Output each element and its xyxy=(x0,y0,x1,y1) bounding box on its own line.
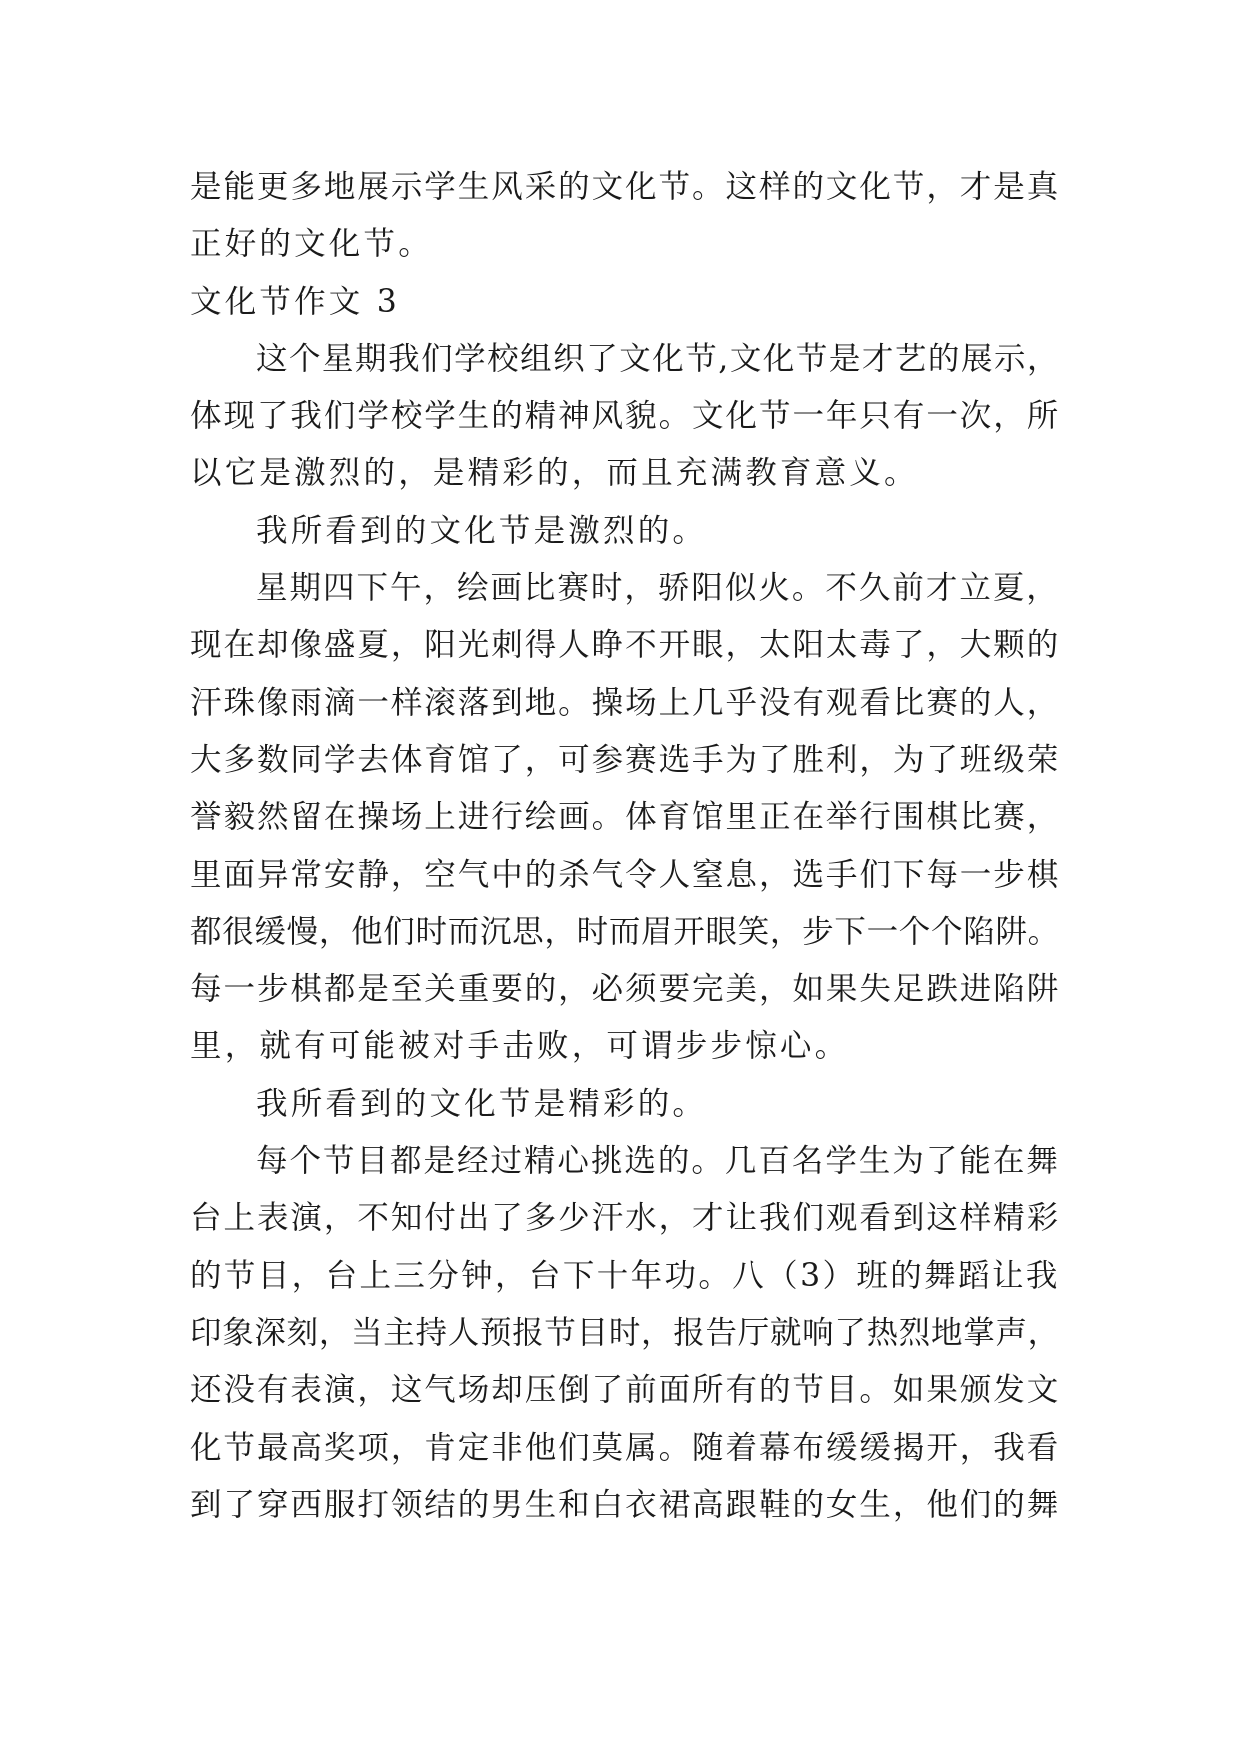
text-line: 都很缓慢，他们时而沉思，时而眉开眼笑，步下一个个陷阱。 xyxy=(190,913,1060,950)
text-line: 还没有表演，这气场却压倒了前面所有的节目。如果颁发文 xyxy=(190,1372,1061,1409)
text-line: 这个星期我们学校组织了文化节,文化节是才艺的展示， xyxy=(256,340,1061,377)
text-line: 每个节目都是经过精心挑选的。几百名学生为了能在舞 xyxy=(256,1143,1060,1180)
text-line: 台上表演，不知付出了多少汗水，才让我们观看到这样精彩 xyxy=(190,1200,1061,1237)
text-line: 每一步棋都是至关重要的，必须要完美，如果失足跌进陷阱 xyxy=(190,971,1061,1008)
text-line: 现在却像盛夏，阳光刺得人睁不开眼，太阳太毒了，大颗的 xyxy=(190,627,1061,664)
text-line: 印象深刻，当主持人预报节目时，报告厅就响了热烈地掌声， xyxy=(190,1314,1060,1351)
text-line: 以它是激烈的，是精彩的，而且充满教育意义。 xyxy=(190,455,919,492)
text-line: 正好的文化节。 xyxy=(190,226,433,263)
text-line: 我所看到的文化节是激烈的。 xyxy=(256,512,708,549)
text-line: 里面异常安静，空气中的杀气令人窒息，选手们下每一步棋 xyxy=(190,856,1061,893)
text-line: 到了穿西服打领结的男生和白衣裙高跟鞋的女生，他们的舞 xyxy=(190,1486,1061,1523)
text-line: 誉毅然留在操场上进行绘画。体育馆里正在举行围棋比赛， xyxy=(190,799,1061,836)
text-line: 汗珠像雨滴一样滚落到地。操场上几乎没有观看比赛的人， xyxy=(190,684,1061,721)
text-line: 我所看到的文化节是精彩的。 xyxy=(256,1085,708,1122)
text-line: 文化节作文 3 xyxy=(190,283,400,320)
document-body xyxy=(190,159,1060,1534)
text-line: 里，就有可能被对手击败，可谓步步惊心。 xyxy=(190,1028,850,1065)
text-line: 是能更多地展示学生风采的文化节。这样的文化节，才是真 xyxy=(190,169,1061,205)
text-line: 体现了我们学校学生的精神风貌。文化节一年只有一次，所 xyxy=(190,398,1061,435)
text-line: 化节最高奖项，肯定非他们莫属。随着幕布缓缓揭开，我看 xyxy=(190,1429,1061,1466)
text-line: 的节目，台上三分钟，台下十年功。八（3）班的舞蹈让我 xyxy=(190,1257,1060,1294)
text-line: 星期四下午，绘画比赛时，骄阳似火。不久前才立夏， xyxy=(256,570,1060,607)
text-line: 大多数同学去体育馆了，可参赛选手为了胜利，为了班级荣 xyxy=(190,741,1061,778)
